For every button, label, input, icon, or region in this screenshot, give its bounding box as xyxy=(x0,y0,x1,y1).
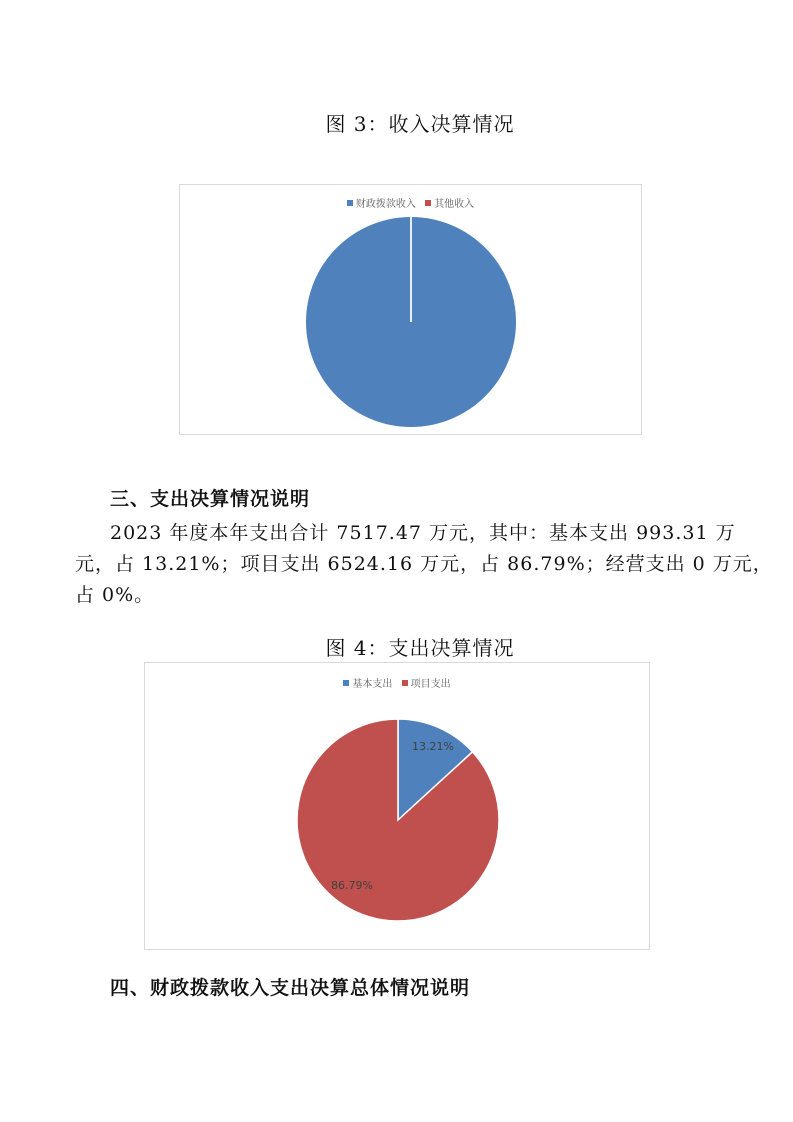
section3-paragraph-line: 2023 年度本年支出合计 7517.47 万元，其中：基本支出 993.31 万 xyxy=(110,522,736,544)
legend-label: 其他收入 xyxy=(434,199,475,210)
figure4-chart xyxy=(144,662,650,950)
figure3-pie xyxy=(180,185,641,434)
section3-heading: 三、支出决算情况说明 xyxy=(110,488,311,510)
pie-data-label: 86.79% xyxy=(331,879,373,892)
pie-data-label: 13.21% xyxy=(412,740,454,753)
figure3-chart xyxy=(179,184,642,435)
legend-label: 基本支出 xyxy=(352,679,393,690)
section3-paragraph-line: 元，占 13.21%；项目支出 6524.16 万元，占 86.79%；经营支出 0 万元， xyxy=(75,553,773,575)
legend-label: 项目支出 xyxy=(410,679,451,690)
legend-label: 财政拨款收入 xyxy=(355,199,416,210)
figure4-pie xyxy=(145,663,649,949)
section4-heading: 四、财政拨款收入支出决算总体情况说明 xyxy=(110,977,471,999)
figure4-caption: 图 4：支出决算情况 xyxy=(325,636,515,660)
figure3-caption: 图 3：收入决算情况 xyxy=(325,112,515,136)
section3-paragraph-line: 占 0%。 xyxy=(75,584,155,606)
